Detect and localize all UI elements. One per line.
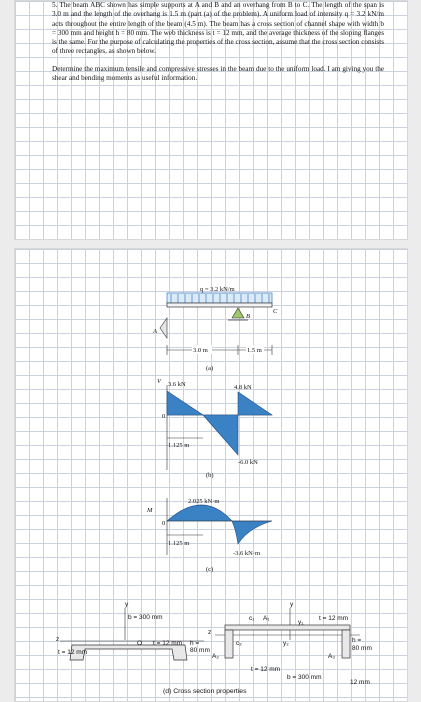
c2-label: c₂ bbox=[236, 640, 242, 647]
part-c-label: (c) bbox=[206, 566, 214, 573]
height-left: 80 mm bbox=[190, 647, 210, 654]
problem-paragraph-1: 5. The beam ABC shown has simple supports at A and B and an overhang from B to C. The length of the span is 3.0 m and the length of the overhang is 1.5 m (part (a) of the problem). A uniform load of intensity q = 3.2 kN/m acts throughout the entire length of the beam (4.5 m). The beam has a cross section of channel shape with width b = 300 mm and height h = 80 mm. The web thickness is t = 12 mm, and the average thickness of the sloping flanges is the same. For the purpose of calculating the properties of the cross section, assume that the cross section consists of three rectangles, as shown below. bbox=[52, 1, 384, 56]
shear-positive-right bbox=[238, 392, 272, 415]
load-label: q = 3.2 kN/m bbox=[200, 286, 235, 293]
t-left: t = 12 mm bbox=[58, 649, 88, 656]
t-mid-left: t = 12 mm bbox=[153, 640, 183, 647]
z-axis-right: z bbox=[208, 629, 212, 636]
a3-label: A₃ bbox=[328, 653, 335, 660]
problem-paragraph-2: Determine the maximum tensile and compressive stresses in the beam due to the uniform load. I am giving you the shear and bending moments as useful information. bbox=[52, 64, 384, 83]
y-axis-right: y bbox=[290, 601, 294, 608]
v-left-label: 3.6 kN bbox=[168, 381, 186, 388]
span-label: 3.0 m bbox=[193, 347, 208, 354]
a1-label: A₁ bbox=[263, 615, 270, 622]
t-right-top: t = 12 mm bbox=[319, 615, 349, 622]
v-x-label: 1.125 m bbox=[168, 442, 190, 449]
a2-label: A₂ bbox=[212, 653, 219, 660]
part-b-label: (b) bbox=[206, 472, 214, 479]
figure-d-left bbox=[56, 601, 210, 660]
figure-d-right bbox=[208, 601, 372, 686]
shear-positive-left bbox=[167, 391, 203, 415]
web-rectangle bbox=[225, 625, 350, 630]
figure-b bbox=[157, 378, 272, 479]
support-a bbox=[160, 318, 167, 338]
point-c: C bbox=[273, 308, 278, 315]
v-zero: 0 bbox=[162, 413, 166, 420]
y2-label: y₂ bbox=[283, 640, 289, 647]
origin-left: O bbox=[137, 640, 143, 647]
v-right-label: 4.8 kN bbox=[234, 384, 252, 391]
m-max-label: 2.025 kN·m bbox=[188, 498, 220, 505]
t-right-bottom: t = 12 mm bbox=[251, 666, 281, 673]
v-axis-label: V bbox=[157, 378, 161, 385]
channel-section-left bbox=[70, 645, 187, 660]
width-left: b = 300 mm bbox=[128, 614, 163, 621]
moment-positive bbox=[167, 505, 232, 521]
figure-a bbox=[152, 286, 278, 372]
beam bbox=[167, 303, 272, 307]
flange-left-rectangle bbox=[225, 630, 233, 658]
overhang-label: 1.5 m bbox=[247, 347, 262, 354]
y1-label: y₁ bbox=[298, 619, 304, 626]
m-x-label: 1.125 m bbox=[168, 540, 190, 547]
flange-right-rectangle bbox=[342, 630, 350, 658]
h-label-left: h = bbox=[190, 640, 200, 647]
point-b: B bbox=[246, 313, 250, 320]
h-right-value: 80 mm bbox=[352, 645, 372, 652]
m-zero: 0 bbox=[162, 520, 166, 527]
figure-d-caption: (d) Cross section properties bbox=[163, 688, 247, 695]
t-right-bottom-2: 12 mm bbox=[350, 679, 370, 686]
distributed-load bbox=[167, 293, 272, 303]
moment-negative bbox=[232, 521, 272, 544]
part-a-label: (a) bbox=[206, 365, 214, 372]
figure-c bbox=[146, 498, 272, 573]
m-min-label: -3.6 kN·m bbox=[233, 550, 261, 557]
y-axis-left: y bbox=[125, 601, 129, 608]
shear-negative bbox=[203, 415, 238, 455]
v-min-label: -6.0 kN bbox=[238, 459, 258, 466]
point-a: A bbox=[153, 328, 157, 335]
m-axis-label: M bbox=[147, 507, 153, 514]
b-bottom: b = 300 mm bbox=[287, 674, 322, 681]
support-b bbox=[232, 308, 244, 318]
h-right-label: h = bbox=[352, 637, 362, 644]
z-axis-left: z bbox=[56, 636, 60, 643]
c1-label: c₁ bbox=[249, 615, 255, 622]
